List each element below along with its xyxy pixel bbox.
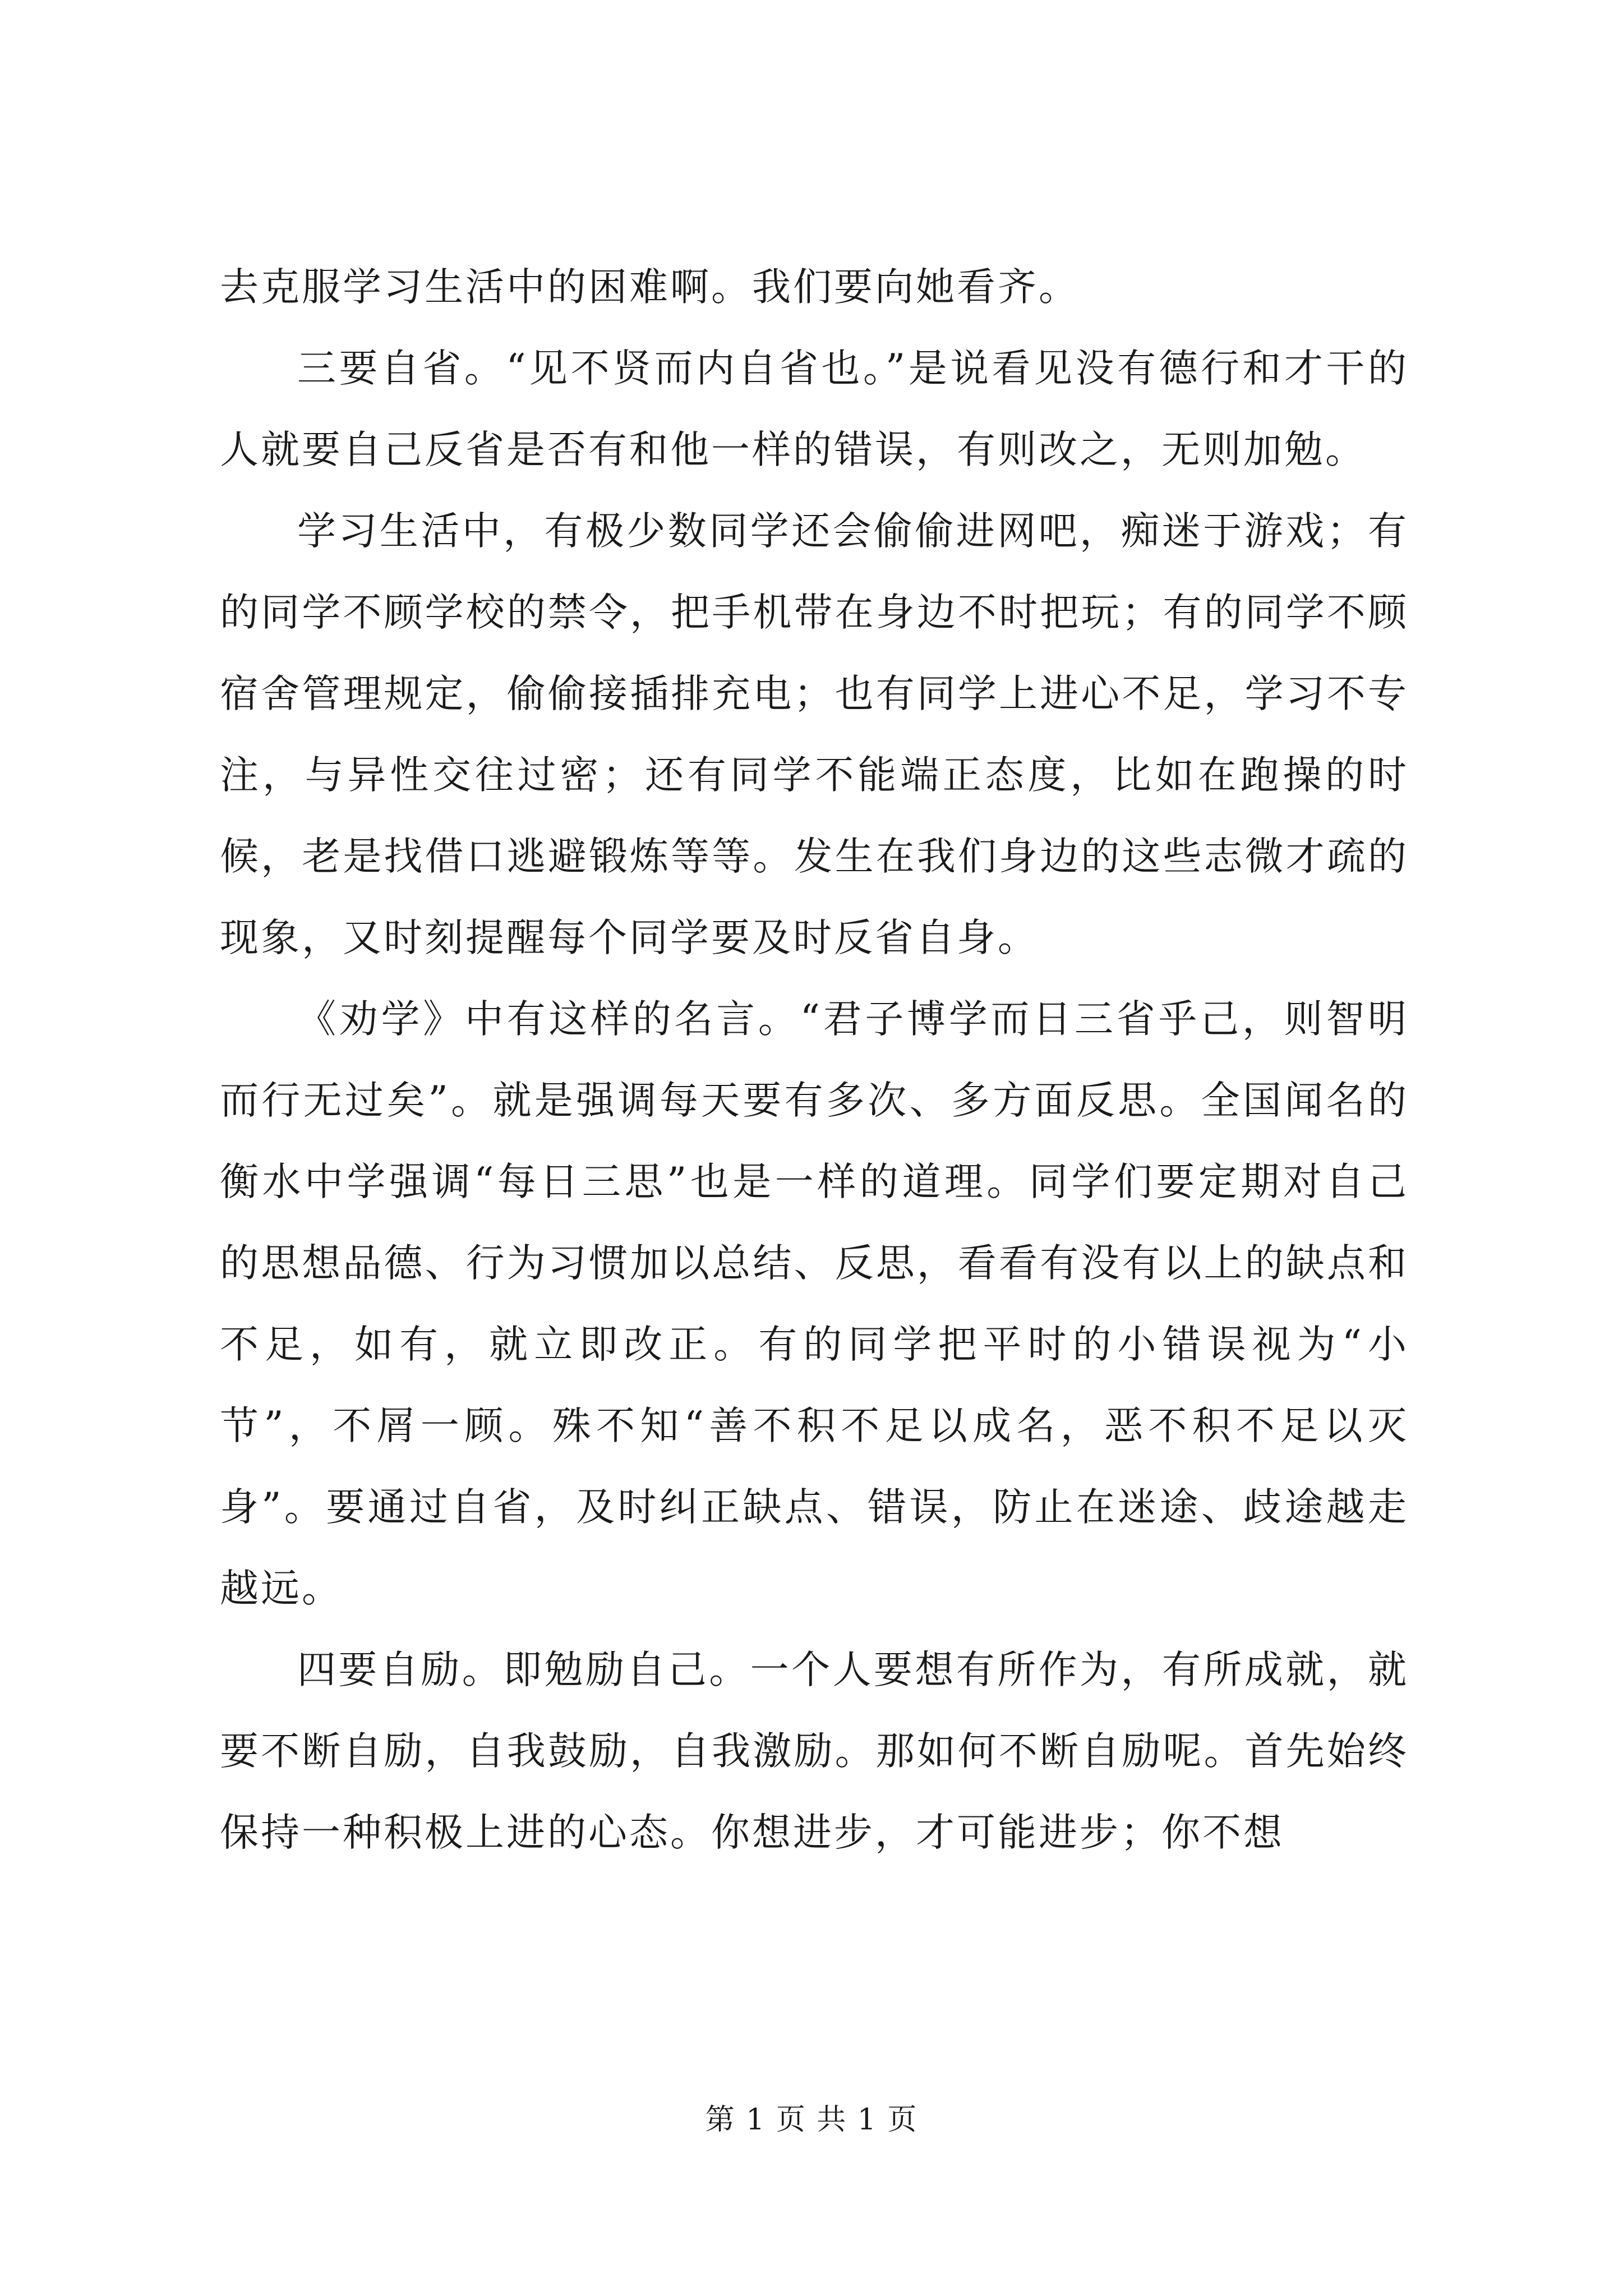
page-footer: 第 1 页 共 1 页 [705,2103,918,2137]
paragraph-5: 四要自励。即勉励自己。一个人要想有所作为，有所成就，就要不断自励，自我鼓励，自我激励。那如何不断自励呢。首先始终保持一种积极上进的心态。你想进步，才可能进步；你不想 [220,1648,1409,1855]
paragraph-3: 学习生活中，有极少数同学还会偷偷进网吧，痴迷于游戏；有的同学不顾学校的禁令，把手机带在身边不时把玩；有的同学不顾宿舍管理规定，偷偷接插排充电；也有同学上进心不足，学习不专注，与异性交往过密；还有同学不能端正态度，比如在跑操的时候，老是找借口逃避锻炼等等。发生在我们身边的这些志微才疏的现象，又时刻提醒每个同学要及时反省自身。 [220,509,1409,960]
paragraph-4: 《劝学》中有这样的名言。“君子博学而日三省乎己，则智明而行无过矣”。就是强调每天要有多次、多方面反思。全国闻名的衡水中学强调“每日三思”也是一样的道理。同学们要定期对自己的思想品德、行为习惯加以总结、反思，看看有没有以上的缺点和不足，如有，就立即改正。有的同学把平时的小错误视为“小节”，不屑一顾。殊不知“善不积不足以成名，恶不积不足以灭身”。要通过自省，及时纠正缺点、错误，防止在迷途、歧途越走越远。 [220,997,1409,1611]
paragraph-2: 三要自省。“见不贤而内自省也。”是说看见没有德行和才干的人就要自己反省是否有和他一样的错误，有则改之，无则加勉。 [220,346,1409,472]
document-body [220,247,1409,1874]
paragraph-1: 去克服学习生活中的困难啊。我们要向她看齐。 [220,265,1080,310]
